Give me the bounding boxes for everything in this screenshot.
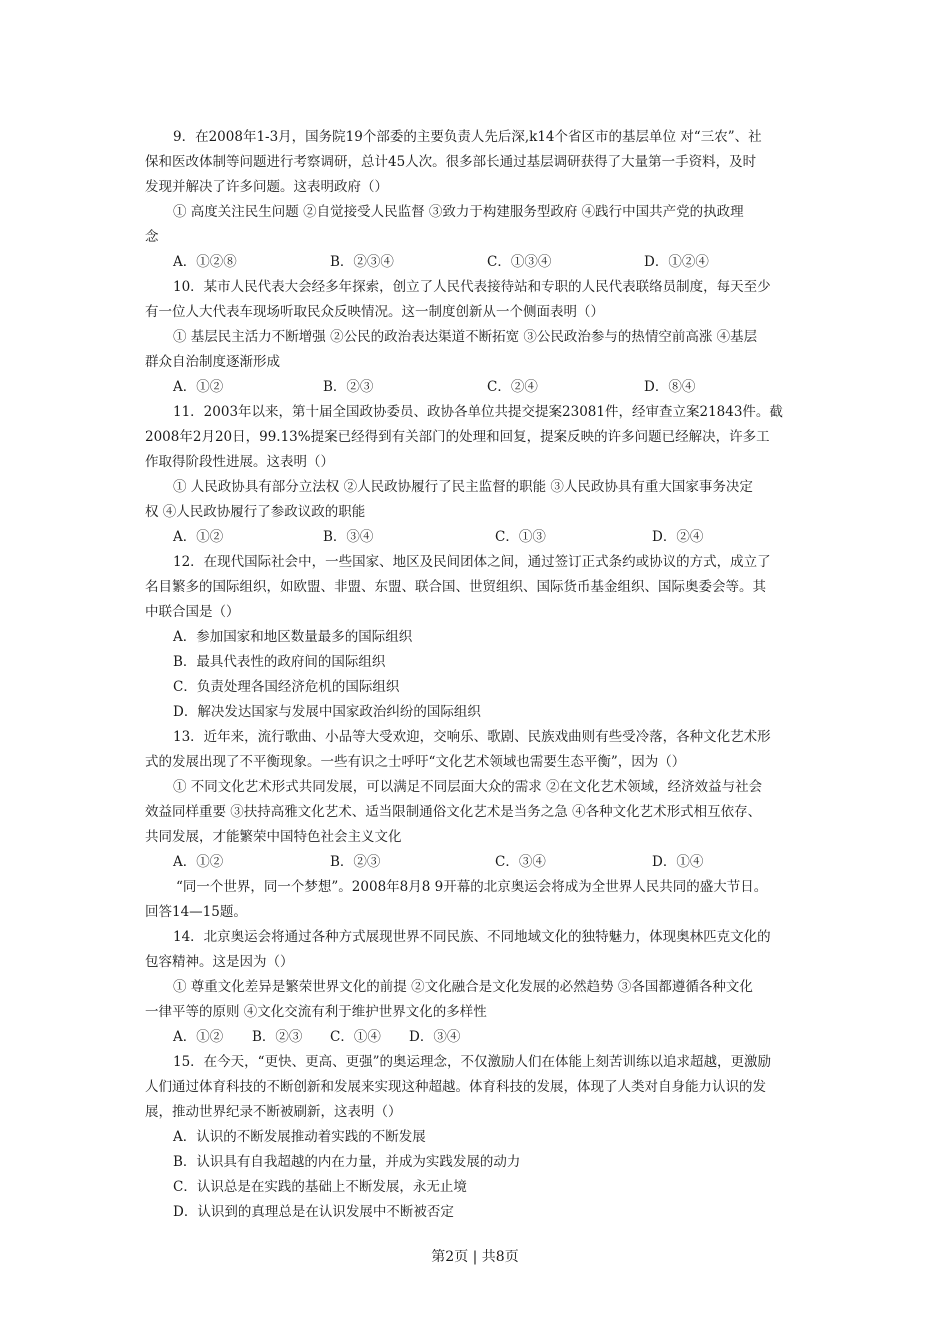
q13-option-a[interactable]: A．①② [173,854,224,870]
q10-option-d[interactable]: D．⑧④ [644,379,696,395]
q9-stem-line-2: 保和医改体制等问题进行考察调研，总计45人次。很多部长通过基层调研获得了大量第一手资料，及时 [145,154,757,170]
q14-stem-line-2: 包容精神。这是因为（） [145,954,294,970]
q14-option-a[interactable]: A．①② [173,1029,224,1045]
q12-option-a[interactable]: A．参加国家和地区数量最多的国际组织 [173,629,413,645]
q10-stem-line-2: 有一位人大代表车现场听取民众反映情况。这一制度创新从一个侧面表明（） [145,304,604,320]
q13-statements-line-3: 共同发展，才能繁荣中国特色社会主义文化 [145,829,402,845]
q15-option-c[interactable]: C．认识总是在实践的基础上不断发展，永无止境 [173,1179,467,1195]
q13-option-b[interactable]: B．②③ [330,854,381,870]
q15-stem-line-1: 15．在今天，“更快、更高、更强”的奥运理念，不仅激励人们在体能上刻苦训练以追求超越，更激励 [173,1054,771,1070]
q15-stem-line-2: 人们通过体育科技的不断创新和发展来实现这种超越。体育科技的发展，体现了人类对自身能力认识的发 [145,1079,766,1095]
q9-option-b[interactable]: B．②③④ [330,254,394,270]
q15-option-d[interactable]: D．认识到的真理总是在认识发展中不断被否定 [173,1204,454,1220]
q11-option-a[interactable]: A．①② [173,529,224,545]
q14-option-d[interactable]: D．③④ [409,1029,461,1045]
q12-stem-line-2: 名目繁多的国际组织，如欧盟、非盟、东盟、联合国、世贸组织、国际货币基金组织、国际奥委会等。其 [145,579,766,595]
q14-statements-line-2: 一律平等的原则 ④文化交流有利于维护世界文化的多样性 [145,1004,487,1020]
q11-option-d[interactable]: D．②④ [652,529,704,545]
q9-stem-line-1: 9．在2008年1-3月，国务院19个部委的主要负责人先后深,k14个省区市的基层单位 对“三农”、社 [173,129,762,145]
q9-option-a[interactable]: A．①②⑧ [173,254,237,270]
q9-stem-line-3: 发现并解决了许多问题。这表明政府（） [145,179,388,195]
q14-option-b[interactable]: B．②③ [252,1029,303,1045]
q11-statements-line-1: ① 人民政协具有部分立法权 ②人民政协履行了民主监督的职能 ③人民政协具有重大国家事务决定 [173,479,753,495]
q15-option-b[interactable]: B．认识具有自我超越的内在力量，并成为实践发展的动力 [173,1154,521,1170]
q9-option-d[interactable]: D．①②④ [644,254,709,270]
intro-line-1: “同一个世界，同一个梦想”。2008年8月8 9开幕的北京奥运会将成为全世界人民共同的盛大节日。 [176,879,768,895]
q11-option-b[interactable]: B．③④ [323,529,374,545]
q14-option-c[interactable]: C．①④ [330,1029,381,1045]
page-number: 第2页 | 共8页 [431,1249,519,1265]
q12-option-b[interactable]: B．最具代表性的政府间的国际组织 [173,654,386,670]
q11-stem-line-3: 作取得阶段性进展。这表明（） [145,454,334,470]
q14-statements-line-1: ① 尊重文化差异是繁荣世界文化的前提 ②文化融合是文化发展的必然趋势 ③各国都遵循各种文化 [173,979,753,995]
q13-stem-line-1: 13．近年来，流行歌曲、小品等大受欢迎，交响乐、歌剧、民族戏曲则有些受冷落，各种文化艺术形 [173,729,771,745]
q10-statements-line-1: ① 基层民主活力不断增强 ②公民的政治表达渠道不断拓宽 ③公民政治参与的热情空前高涨 ④基层 [173,329,758,345]
q11-stem-line-1: 11．2003年以来，第十届全国政协委员、政协各单位共提交提案23081件，经审查立案21843件。截 [173,404,783,420]
q11-statements-line-2: 权 ④人民政协履行了参政议政的职能 [145,504,366,520]
q10-stem-line-1: 10．某市人民代表大会经多年探索，创立了人民代表接待站和专职的人民代表联络员制度，每天至少 [173,279,771,295]
q9-statements-line-1: ① 高度关注民生问题 ②自觉接受人民监督 ③致力于构建服务型政府 ④践行中国共产党的执政理 [173,204,744,220]
q14-stem-line-1: 14．北京奥运会将通过各种方式展现世界不同民族、不同地域文化的独特魅力，体现奥林匹克文化的 [173,929,771,945]
intro-line-2: 回答14—15题。 [145,904,247,920]
q13-option-c[interactable]: C．③④ [495,854,546,870]
q12-stem-line-1: 12．在现代国际社会中，一些国家、地区及民间团体之间，通过签订正式条约或协议的方式，成立了 [173,554,771,570]
q10-statements-line-2: 群众自治制度逐渐形成 [145,354,280,370]
q10-option-b[interactable]: B．②③ [323,379,374,395]
q10-option-c[interactable]: C．②④ [487,379,538,395]
q12-stem-line-3: 中联合国是（） [145,604,240,620]
q11-stem-line-2: 2008年2月20日，99.13%提案已经得到有关部门的处理和回复，提案反映的许多问题已经解决，许多工 [145,429,770,445]
q9-option-c[interactable]: C．①③④ [487,254,552,270]
q12-option-c[interactable]: C．负责处理各国经济危机的国际组织 [173,679,400,695]
q13-option-d[interactable]: D．①④ [652,854,704,870]
q10-option-a[interactable]: A．①② [173,379,224,395]
q11-option-c[interactable]: C．①③ [495,529,546,545]
q13-stem-line-2: 式的发展出现了不平衡现象。一些有识之士呼吁“文化艺术领域也需要生态平衡”，因为（） [145,754,686,770]
q9-statements-line-2: 念 [145,229,159,245]
q13-statements-line-2: 效益同样重要 ③扶持高雅文化艺术、适当限制通俗文化艺术是当务之急 ④各种文化艺术形式相互依存、 [145,804,762,820]
q12-option-d[interactable]: D．解决发达国家与发展中国家政治纠纷的国际组织 [173,704,481,720]
q15-option-a[interactable]: A．认识的不断发展推动着实践的不断发展 [173,1129,426,1145]
q13-statements-line-1: ① 不同文化艺术形式共同发展，可以满足不同层面大众的需求 ②在文化艺术领域，经济效益与社会 [173,779,763,795]
q15-stem-line-3: 展，推动世界纪录不断被刷新，这表明（） [145,1104,402,1120]
